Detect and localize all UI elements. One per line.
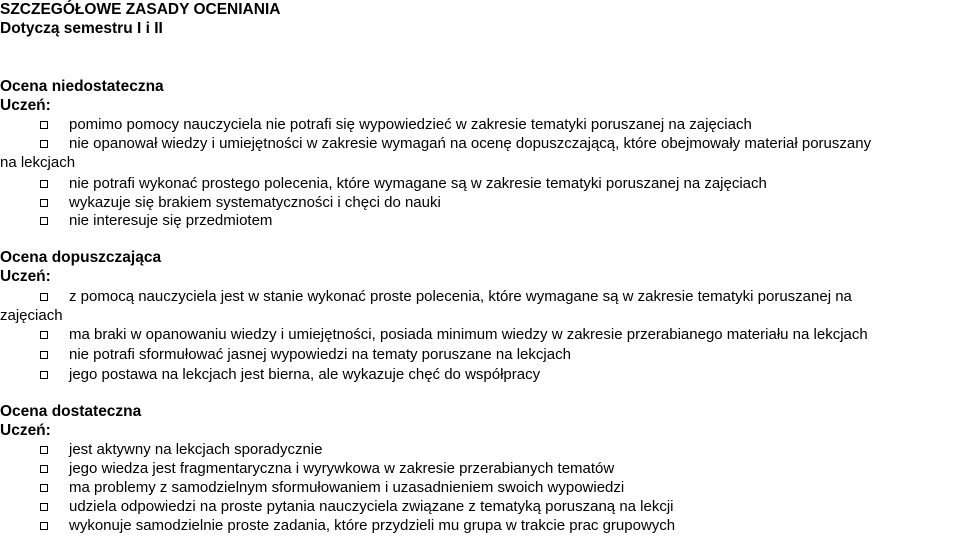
checkbox-bullet-icon (40, 522, 48, 530)
list-item-continuation: na lekcjach (0, 154, 76, 171)
document-subtitle: Dotyczą semestru I i II (0, 20, 163, 37)
checkbox-bullet-icon (40, 446, 48, 454)
list-item-continuation: zajęciach (0, 307, 63, 324)
checkbox-bullet-icon (40, 121, 48, 129)
checkbox-bullet-icon (40, 503, 48, 511)
checkbox-bullet-icon (40, 217, 48, 225)
student-label: Uczeń: (0, 268, 51, 285)
checkbox-bullet-icon (40, 371, 48, 379)
student-label: Uczeń: (0, 422, 51, 439)
checkbox-bullet-icon (40, 140, 48, 148)
document-title: SZCZEGÓŁOWE ZASADY OCENIANIA (0, 1, 281, 18)
checkbox-bullet-icon (40, 351, 48, 359)
checkbox-bullet-icon (40, 465, 48, 473)
section-heading: Ocena niedostateczna (0, 78, 164, 95)
section-heading: Ocena dopuszczająca (0, 249, 162, 266)
student-label: Uczeń: (0, 97, 51, 114)
checkbox-bullet-icon (40, 293, 48, 301)
checkbox-bullet-icon (40, 180, 48, 188)
document-page: SZCZEGÓŁOWE ZASADY OCENIANIA Dotyczą semestru I i II Ocena niedostateczna Uczeń: pomimo pomocy nauczyciela nie potrafi się wypowiedzieć w zakresie tematyki poruszanej na zajęciach nie opanował wiedzy i umiejętności w zakresie wymagań na ocenę dopuszczającą, które obejmowały materiał poruszany na lekcjach nie potrafi wykonać prostego polecenia, które wymagane są w zakresie tematyki poruszanej na zajęciach wykazuje się brakiem systematyczności i chęci do nauki nie interesuje się przedmiotem Ocena dopuszczająca Uczeń: z pomocą nauczyciela jest w stanie wykonać proste polecenia, które wymagane są w zakresie tematyki poruszanej na zajęciach ma braki w opanowaniu wiedzy i umiejętności, posiada minimum wiedzy w zakresie przerabianego materiału na lekcjach nie potrafi sformułować jasnej wypowiedzi na tematy poruszane na lekcjach jego postawa na lekcjach jest bierna, ale wykazuje chęć do współpracy Ocena dostateczna Uczeń: jest aktywny na lekcjach sporadycznie jego wiedza jest fragmentaryczna i wyrywkowa w zakresie przerabianych tematów ma problemy z samodzielnym sformułowaniem i uzasadnieniem swoich wypowiedzi udziela odpowiedzi na proste pytania nauczyciela związane z tematyką poruszaną na lekcji wykonuje samodzielnie proste zadania, które przydzieli mu grupa w trakcie prac grupowych (0, 1, 872, 534)
checkbox-bullet-icon (40, 484, 48, 492)
checkbox-bullet-icon (40, 331, 48, 339)
section-heading: Ocena dostateczna (0, 403, 142, 420)
checkbox-bullet-icon (40, 199, 48, 207)
